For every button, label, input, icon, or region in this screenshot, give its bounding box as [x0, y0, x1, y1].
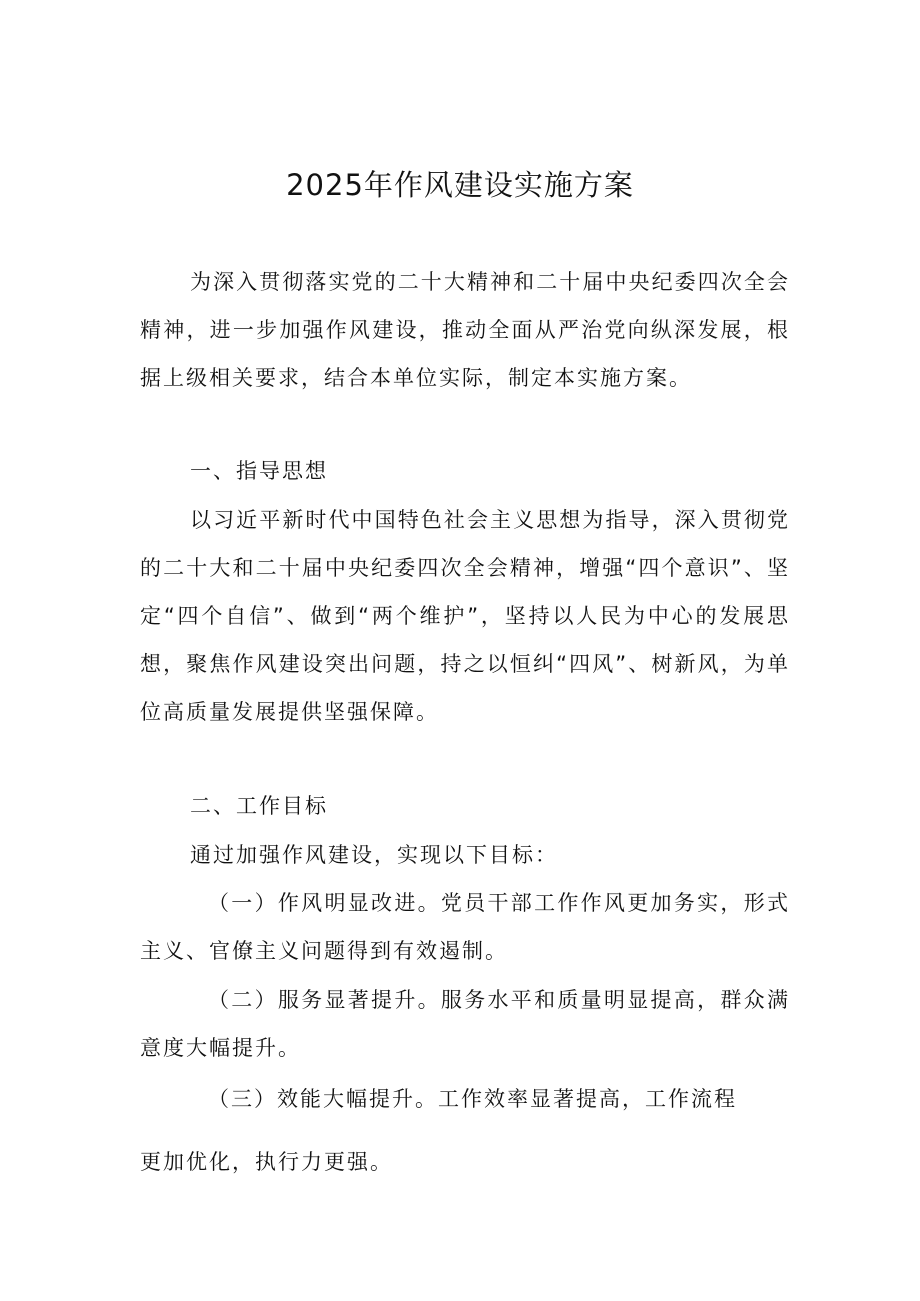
- work-goals-lead: 通过加强作风建设，实现以下目标：: [190, 843, 558, 867]
- document-title: 2025年作风建设实施方案: [286, 168, 634, 202]
- goal-item-3-line-2: 更加优化，执行力更强。: [140, 1150, 393, 1174]
- guiding-thought-paragraph: 以习近平新时代中国特色社会主义思想为指导，深入贯彻党的二十大和二十届中央纪委四次全会精神，增强“四个意识”、坚定“四个自信”、做到“两个维护”，坚持以人民为中心的发展思想，聚焦作风建设突出问题，持之以恒纠“四风”、树新风，为单位高质量发展提供坚强保障。: [140, 508, 790, 724]
- goal-item-2: （二）服务显著提升。服务水平和质量明显提高，群众满意度大幅提升。: [140, 988, 790, 1060]
- section-heading-guiding-thought: 一、指导思想: [190, 459, 328, 483]
- goal-item-1: （一）作风明显改进。党员干部工作作风更加务实，形式主义、官僚主义问题得到有效遏制。: [140, 891, 790, 963]
- section-heading-work-goals: 二、工作目标: [190, 794, 328, 818]
- intro-paragraph: 为深入贯彻落实党的二十大精神和二十届中央纪委四次全会精神，进一步加强作风建设，推动全面从严治党向纵深发展，根据上级相关要求，结合本单位实际，制定本实施方案。: [140, 270, 790, 390]
- goal-item-3-line-1: （三）效能大幅提升。工作效率显著提高，工作流程: [208, 1087, 737, 1111]
